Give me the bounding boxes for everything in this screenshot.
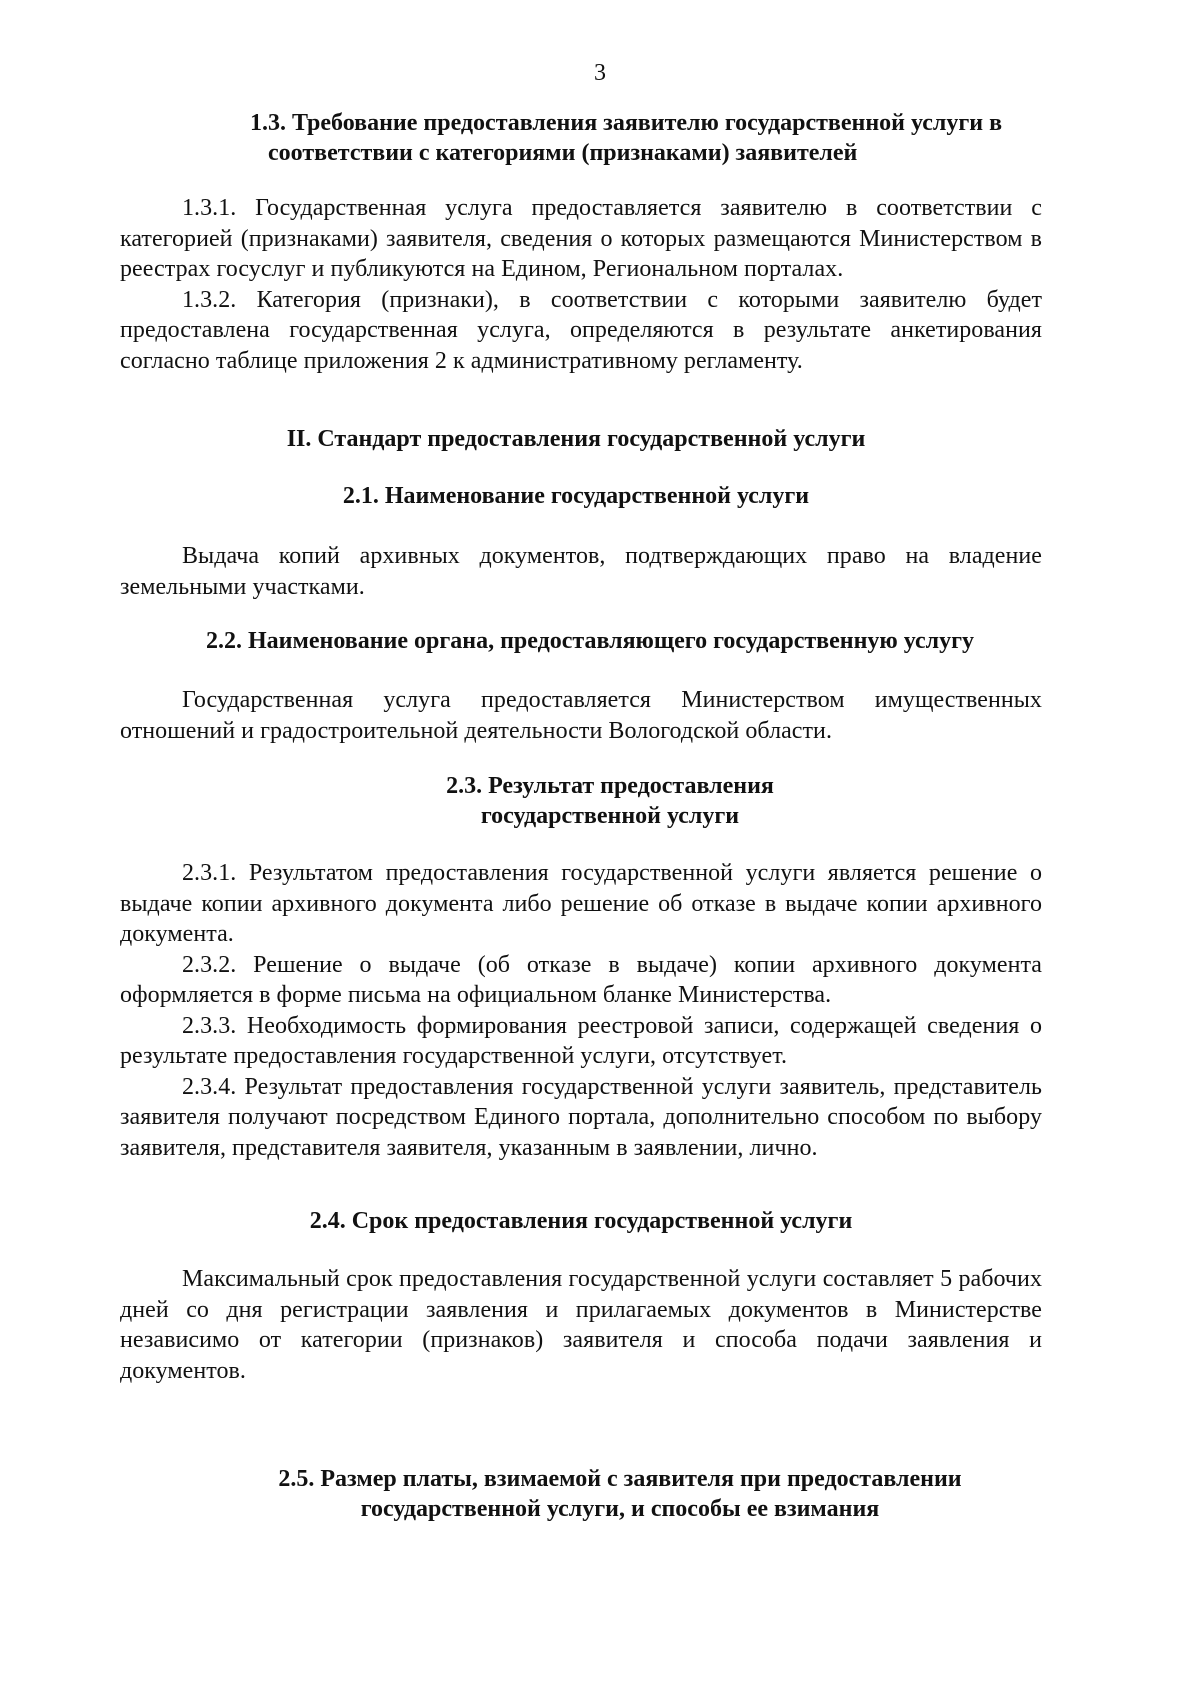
paragraph-1-3-2: 1.3.2. Категория (признаки), в соответствии с которыми заявителю будет предоставлена государственная услуга, определяются в результате анкетирования согласно таблице приложения 2 к административному регламенту. — [120, 286, 1042, 374]
section-1-3-heading-line2: соответствии с категориями (признаками) заявителей — [268, 140, 858, 166]
paragraph-1-3-1: 1.3.1. Государственная услуга предоставляется заявителю в соответствии с категорией (признаками) заявителя, сведения о которых размещаются Министерством в реестрах госуслуг и публикуются на Едином, Региональном порталах. — [120, 195, 1042, 282]
section-2-5-heading — [120, 1464, 1120, 1524]
section-2-3-heading — [120, 771, 1100, 831]
section-2-5-heading-line1: 2.5. Размер платы, взимаемой с заявителя при предоставлении — [278, 1466, 962, 1492]
page-number: 3 — [594, 60, 606, 86]
paragraph-2-2: Государственная услуга предоставляется Министерством имущественных отношений и градостроительной деятельности Вологодской области. — [120, 687, 1042, 744]
section-2-3-heading-line2: государственной услуги — [480, 803, 740, 829]
section-1-3-heading — [120, 108, 1132, 168]
section-1-3-heading-line1: 1.3. Требование предоставления заявителю государственной услуги в — [249, 110, 1003, 136]
section-2-1-body — [120, 541, 1042, 602]
section-2-2-body — [120, 685, 1042, 746]
section-2-4-body — [120, 1264, 1042, 1386]
section-2-5-heading-line2: государственной услуги, и способы ее взимания — [360, 1496, 880, 1522]
paragraph-2-3-3: 2.3.3. Необходимость формирования реестровой записи, содержащей сведения о результате предоставления государственной услуги, отсутствует. — [120, 1012, 1042, 1069]
paragraph-2-3-4: 2.3.4. Результат предоставления государственной услуги заявитель, представитель заявителя получают посредством Единого портала, дополнительно способом по выбору заявителя, представителя заявителя, указанным в заявлении, лично. — [120, 1073, 1042, 1161]
paragraph-2-3-1: 2.3.1. Результатом предоставления государственной услуги является решение о выдаче копии архивного документа либо решение об отказе в выдаче копии архивного документа. — [120, 860, 1042, 947]
paragraph-2-1: Выдача копий архивных документов, подтверждающих право на владение земельными участками. — [120, 543, 1042, 600]
section-2-3-heading-line1: 2.3. Результат предоставления — [446, 773, 774, 799]
section-1-3-body — [120, 193, 1042, 376]
paragraph-2-3-2: 2.3.2. Решение о выдаче (об отказе в выдаче) копии архивного документа оформляется в форме письма на официальном бланке Министерства. — [120, 951, 1042, 1008]
section-2-heading: II. Стандарт предоставления государственной услуги — [286, 426, 866, 452]
section-2-2-heading: 2.2. Наименование органа, предоставляющего государственную услугу — [206, 628, 975, 654]
section-2-3-body — [120, 858, 1042, 1163]
section-2-4-heading: 2.4. Срок предоставления государственной услуги — [309, 1208, 853, 1234]
paragraph-2-4: Максимальный срок предоставления государственной услуги составляет 5 рабочих дней со дня регистрации заявления и прилагаемых документов в Министерстве независимо от категории (признаков) заявителя и способа подачи заявления и документов. — [120, 1266, 1042, 1384]
section-2-1-heading: 2.1. Наименование государственной услуги — [342, 483, 810, 509]
